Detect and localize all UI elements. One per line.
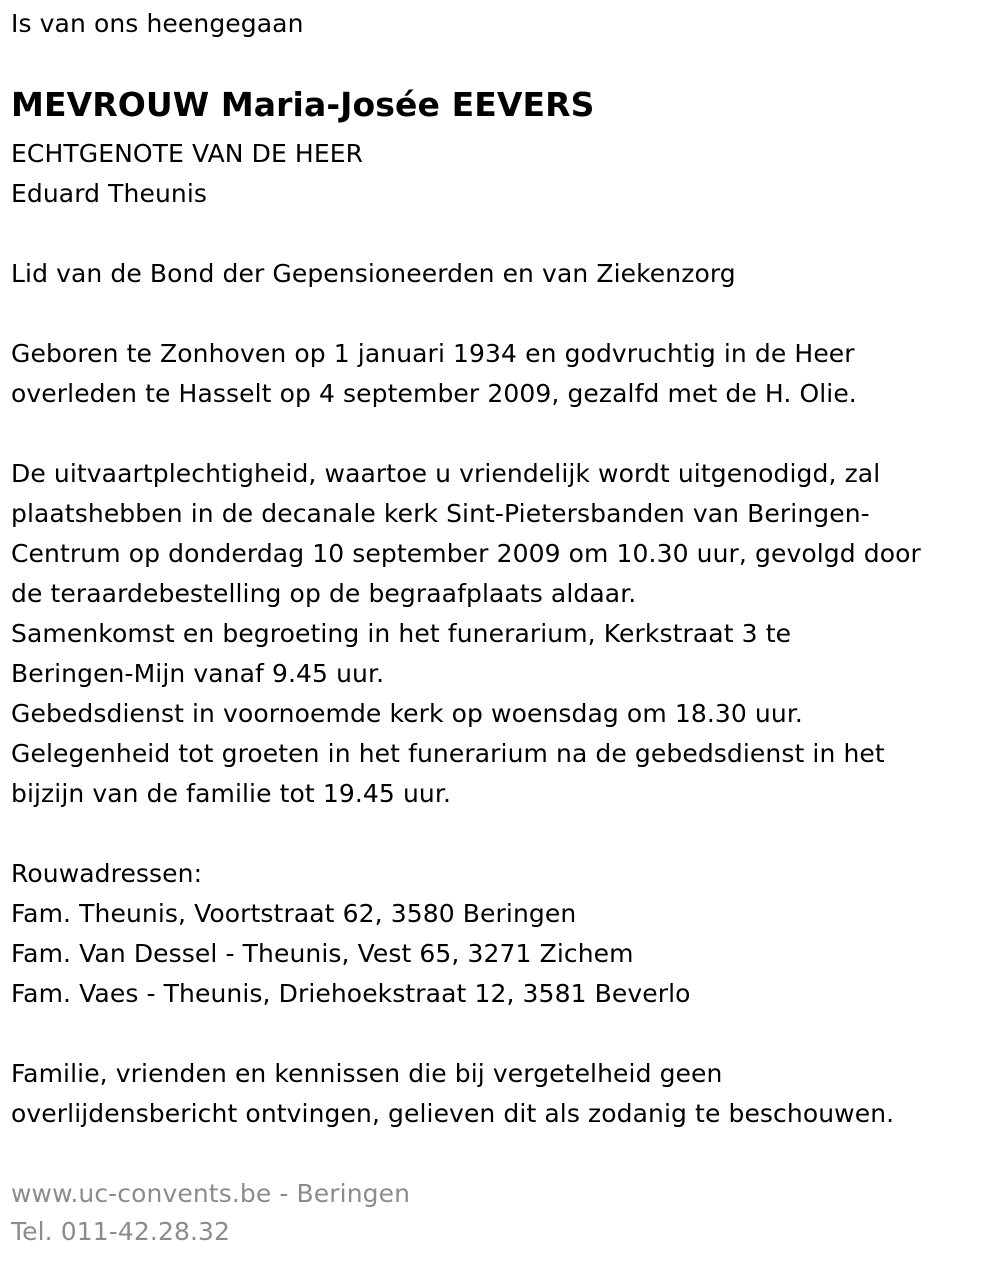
deceased-name: MEVROUW Maria-Josée EEVERS (11, 85, 595, 124)
birth-death-line: Geboren te Zonhoven op 1 januari 1934 en godvruchtig in de Heer (11, 339, 855, 368)
ceremony-line: plaatshebben in de decanale kerk Sint-Pietersbanden van Beringen- (11, 499, 870, 528)
ceremony-line: de teraardebestelling op de begraafplaats aldaar. (11, 579, 637, 608)
address-line: Fam. Van Dessel - Theunis, Vest 65, 3271 Zichem (11, 939, 634, 968)
ceremony-line: De uitvaartplechtigheid, waartoe u vriendelijk wordt uitgenodigd, zal (11, 459, 881, 488)
membership-text: Lid van de Bond der Gepensioneerden en van Ziekenzorg (11, 259, 736, 288)
birth-death-line: overleden te Hasselt op 4 september 2009, gezalfd met de H. Olie. (11, 379, 857, 408)
address-line: Fam. Theunis, Voortstraat 62, 3580 Beringen (11, 899, 577, 928)
intro-text: Is van ons heengegaan (11, 9, 304, 38)
ceremony-line: bijzijn van de familie tot 19.45 uur. (11, 779, 451, 808)
footer-phone: Tel. 011-42.28.32 (11, 1217, 231, 1246)
ceremony-line: Beringen-Mijn vanaf 9.45 uur. (11, 659, 385, 688)
ceremony-line: Gebedsdienst in voornoemde kerk op woensdag om 18.30 uur. (11, 699, 803, 728)
closing-line: overlijdensbericht ontvingen, gelieven dit als zodanig te beschouwen. (11, 1099, 895, 1128)
address-line: Fam. Vaes - Theunis, Driehoekstraat 12, 3581 Beverlo (11, 979, 691, 1008)
ceremony-line: Samenkomst en begroeting in het funerarium, Kerkstraat 3 te (11, 619, 792, 648)
closing-line: Familie, vrienden en kennissen die bij vergetelheid geen (11, 1059, 723, 1088)
spouse-name: Eduard Theunis (11, 179, 208, 208)
ceremony-line: Centrum op donderdag 10 september 2009 om 10.30 uur, gevolgd door (11, 539, 921, 568)
addresses-label: Rouwadressen: (11, 859, 203, 888)
footer-website: www.uc-convents.be - Beringen (11, 1179, 411, 1208)
spouse-label: ECHTGENOTE VAN DE HEER (11, 139, 364, 168)
ceremony-line: Gelegenheid tot groeten in het funerarium na de gebedsdienst in het (11, 739, 885, 768)
